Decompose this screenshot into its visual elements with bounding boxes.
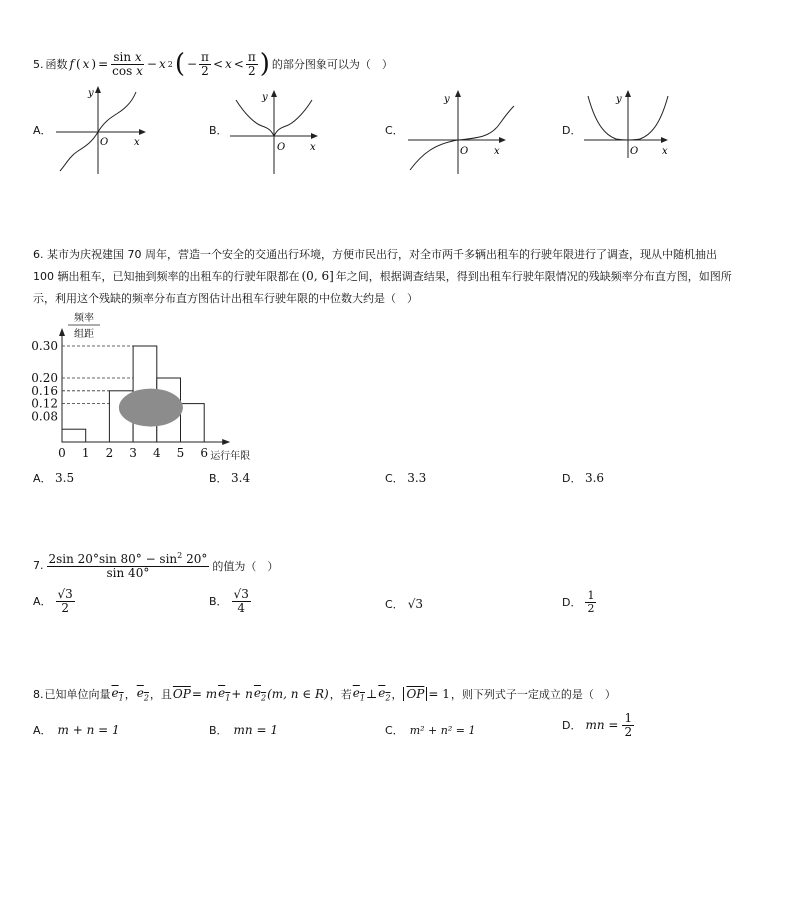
q5-number: 5.: [33, 57, 44, 71]
q5-option-c-label[interactable]: C．: [385, 124, 404, 137]
q5-d-origin: O: [630, 146, 639, 157]
q8-text-4: ，: [391, 688, 403, 702]
q6-line-2b: 年之间，根据调查结果，得到出租车行驶年限情况的残缺频率分布直方图，如图所: [335, 270, 732, 283]
q5-lt2: <: [233, 57, 244, 71]
q6-line-2a: 100 辆出租车，已知抽到频率的出租车的行驶年限都在: [33, 270, 300, 283]
x-label: 运行年限: [210, 451, 251, 462]
y-axis-arrow: [59, 328, 65, 336]
q8-e1: [112, 686, 124, 702]
q8-condition: (m, n ∈ R): [267, 687, 329, 702]
q6-a-value: 3.5: [55, 471, 75, 485]
q8-b-label: B．: [209, 724, 228, 737]
q8-text-2: ，且: [149, 688, 172, 702]
q8-plus-n: + n: [231, 687, 253, 702]
x-tick-label-6: 6: [200, 446, 209, 460]
x-tick-label-1: 1: [81, 446, 90, 460]
q7-a-bottom: 2: [61, 600, 69, 615]
q5-d-x: x: [662, 146, 668, 157]
question-5-stem: 5. 函数 f ( x ) = $\frac{\text{sin x}}{\text{cos x}}$ − x 2 ( − $\frac{\pi}{2}$ < x < $\frac{\pi}{2}$ ) 的部分图象可以为（ ）: [33, 49, 393, 79]
q8-e1b: [218, 686, 230, 702]
q8-b-value: mn = 1: [233, 723, 278, 737]
q7-fraction: [47, 552, 210, 579]
q5-c-y: y: [444, 94, 450, 105]
q5-option-b-label[interactable]: B．: [209, 124, 228, 137]
q7-suffix: 的值为（ ）: [212, 559, 279, 573]
q5-pi2: π: [247, 49, 256, 64]
q8-text-3: ，若: [329, 688, 352, 702]
obscured-ellipse: [119, 389, 183, 427]
x-tick-label-0: 0: [58, 446, 66, 460]
q8-e1b-sub: 1: [225, 693, 231, 703]
bar-0: [62, 429, 86, 442]
q8-eq-one: = 1: [428, 687, 450, 702]
q5-two: 2: [201, 63, 209, 78]
y-tick-label-0: 0.08: [31, 409, 58, 424]
q8-e1c-letter: e: [352, 686, 360, 700]
q7-option-a[interactable]: [33, 588, 75, 614]
q6-option-b[interactable]: [209, 470, 250, 486]
q5-option-c-graph[interactable]: [402, 88, 522, 176]
y-tick-label-3: 0.20: [31, 371, 58, 385]
y-label-top: 频率: [74, 313, 94, 324]
q5-minus: −: [146, 57, 157, 71]
q5-b-origin: O: [277, 142, 286, 153]
q8-e2c-letter: e: [378, 686, 386, 700]
q8-option-d[interactable]: [562, 712, 634, 738]
q8-d-top: 1: [624, 711, 633, 725]
q8-e1-letter: e: [111, 686, 119, 700]
q8-e2c-sub: 2: [385, 693, 391, 703]
q8-e2b: [254, 686, 266, 702]
q6-a-label: A．: [33, 472, 52, 485]
q8-d-prefix: mn =: [585, 718, 619, 733]
y-label-bottom: 组距: [74, 329, 94, 340]
q8-e1c-sub: 1: [359, 693, 365, 703]
q7-numerator-sq: 2: [177, 551, 183, 560]
q7-d-top: 1: [587, 589, 595, 602]
x-axis-arrow: [222, 439, 230, 445]
q8-c-value: m² + n² = 1: [409, 723, 476, 737]
q7-numerator-b: 20°: [182, 552, 208, 566]
x-tick-label-3: 3: [129, 446, 137, 460]
question-7-stem: [33, 552, 278, 579]
q7-b-top: √3: [233, 587, 249, 601]
q5-x: x: [82, 57, 90, 71]
q8-comma: ，: [124, 688, 136, 702]
q5-x3: x: [136, 63, 143, 78]
q5-lt: <: [212, 57, 223, 71]
question-8-stem: [33, 686, 616, 702]
q6-option-c[interactable]: [385, 470, 426, 486]
q8-option-b[interactable]: [209, 722, 278, 738]
q8-a-label: A．: [33, 724, 52, 737]
q7-c-label: C．: [385, 598, 404, 611]
y-tick-label-2: 0.16: [31, 383, 58, 398]
q5-two2: 2: [247, 63, 256, 78]
q8-d-bottom: 2: [624, 724, 633, 739]
q8-e1b-letter: e: [218, 686, 226, 700]
x-tick-label-2: 2: [105, 446, 114, 460]
q6-line-3: 示，利用这个残缺的频率分布直方图估计出租车行驶年限的中位数大约是（ ）: [33, 292, 418, 305]
q8-number: 8.: [33, 687, 44, 701]
x-tick-label-5: 5: [176, 446, 185, 460]
q6-histogram: [30, 308, 280, 462]
q7-b-label: B．: [209, 595, 228, 609]
q8-d-label: D．: [562, 719, 582, 733]
q5-neg-pi-half: [199, 51, 211, 77]
q8-e2-sub: 2: [143, 693, 149, 703]
q6-d-value: 3.6: [584, 471, 605, 485]
q8-option-a[interactable]: [33, 722, 120, 738]
q7-option-b[interactable]: [209, 588, 251, 614]
q5-sin: sin: [113, 49, 132, 64]
q5-a-origin: O: [100, 137, 109, 148]
q6-d-label: D．: [562, 472, 582, 485]
histogram-layer: [31, 311, 250, 462]
q5-d-y: y: [616, 94, 622, 105]
q7-option-d[interactable]: [562, 590, 596, 614]
q6-interval: (0, 6]: [301, 269, 334, 283]
q8-eq-m: = m: [191, 687, 218, 702]
q7-b-bottom: 4: [237, 600, 245, 615]
q8-option-c[interactable]: [385, 722, 475, 738]
q8-text-1: 已知单位向量: [44, 688, 111, 702]
q6-b-value: 3.4: [231, 471, 251, 485]
q5-c-x: x: [494, 146, 500, 157]
q7-c-value: √3: [407, 597, 423, 611]
q5-b-x: x: [310, 142, 316, 153]
q8-op-vector: $\overline{OP}$: [172, 687, 191, 702]
q5-option-a-label[interactable]: A．: [33, 124, 52, 137]
q8-c-label: C．: [385, 724, 404, 737]
q5-cos: cos: [112, 63, 133, 78]
q5-a-y: y: [88, 88, 94, 99]
q7-option-c[interactable]: [385, 596, 423, 612]
q6-c-value: 3.3: [407, 471, 427, 485]
q5-neg: −: [186, 57, 198, 71]
q5-square: 2: [167, 59, 173, 69]
q5-pi: π: [201, 49, 209, 64]
q7-d-label: D．: [562, 596, 582, 610]
q8-e2b-letter: e: [253, 686, 261, 700]
y-tick-label-4: 0.30: [31, 339, 58, 353]
x-tick-label-4: 4: [152, 446, 161, 460]
q8-perp: ⊥: [365, 687, 378, 702]
q5-x5: x: [225, 57, 232, 71]
q7-d-bottom: 2: [587, 601, 595, 615]
q5-x2: x: [134, 49, 142, 64]
q6-option-a[interactable]: [33, 470, 74, 486]
q5-option-b-graph[interactable]: [226, 88, 326, 176]
q5-b-y: y: [262, 92, 268, 103]
q5-a-x: x: [134, 137, 140, 148]
q5-eq: =: [98, 57, 109, 71]
q6-b-label: B．: [209, 472, 228, 485]
q8-e1c: [353, 686, 365, 702]
q5-option-d-graph[interactable]: [580, 88, 680, 160]
q7-denominator: sin 40°: [106, 565, 150, 580]
bar-5: [181, 404, 205, 442]
q6-line-2: [33, 268, 732, 284]
q8-e2: [137, 686, 149, 702]
q6-line-1: 6. 某市为庆祝建国 70 周年，营造一个安全的交通出行环境，方便市民出行，对全市两千多辆出租车的行驶年限进行了调查，现从中随机抽出: [33, 248, 717, 261]
q6-c-label: C．: [385, 472, 404, 485]
q8-e2b-sub: 2: [261, 693, 267, 703]
q7-a-label: A．: [33, 595, 52, 609]
q5-x4: x: [158, 57, 166, 71]
q5-c-origin: O: [460, 146, 469, 157]
q6-option-d[interactable]: [562, 470, 604, 486]
q5-prefix: 函数: [45, 58, 68, 71]
q5-option-a-graph[interactable]: [50, 84, 150, 176]
q5-fraction: [110, 51, 145, 77]
q8-op-magnitude: $\overline{OP}$: [403, 687, 427, 701]
q8-e2c: [378, 686, 390, 702]
q7-number: 7.: [33, 559, 44, 573]
q5-pi-half: [246, 51, 258, 77]
q5-option-d-label[interactable]: D．: [562, 124, 582, 137]
q7-a-top: √3: [57, 587, 73, 601]
q8-a-value: m + n = 1: [57, 723, 120, 737]
q5-f: f: [69, 57, 74, 71]
q5-suffix: 的部分图象可以为（ ）: [271, 58, 393, 71]
q8-e2-letter: e: [136, 686, 144, 700]
y-tick-label-1: 0.12: [31, 396, 58, 411]
q7-numerator-a: 2sin 20°sin 80° − sin: [48, 552, 178, 566]
q5-c-curve: [410, 106, 514, 170]
q8-e1-sub: 1: [118, 693, 124, 703]
q8-text-5: ，则下列式子一定成立的是（ ）: [450, 688, 616, 702]
